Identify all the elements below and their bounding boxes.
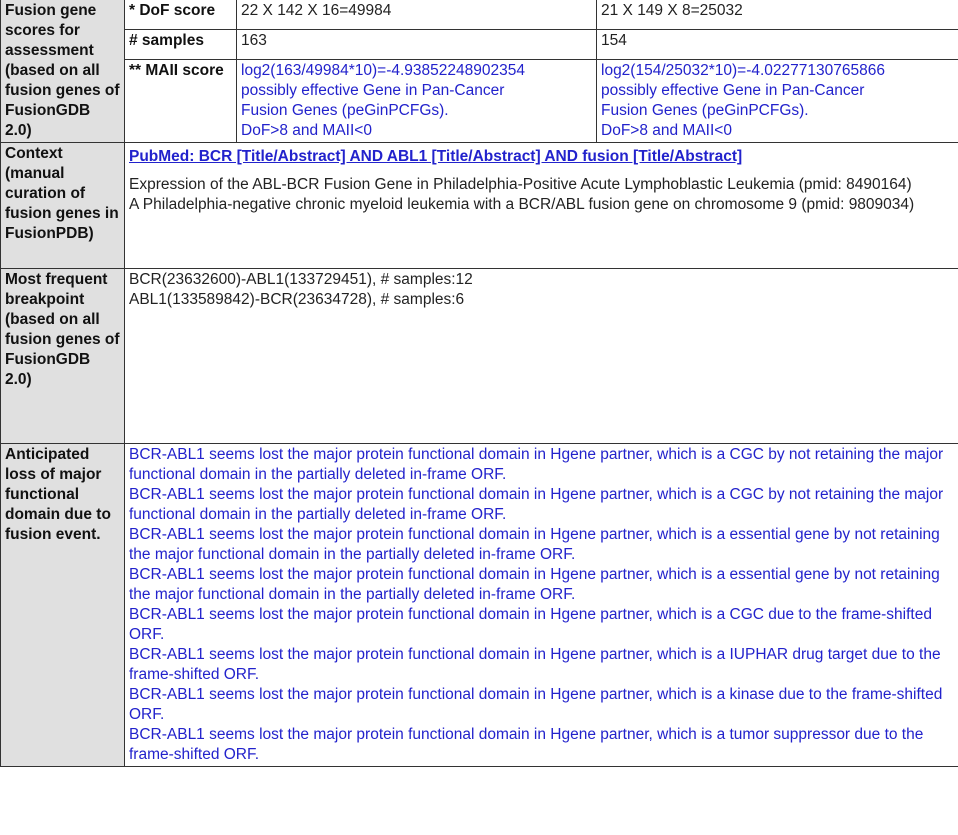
context-entry: Expression of the ABL-BCR Fusion Gene in Philadelphia-Positive Acute Lymphoblastic Leukemia (pmid: 8490164): [129, 176, 912, 193]
loss-content: [125, 444, 958, 767]
maii-row: [1, 60, 958, 143]
breakpoint-entry: BCR(23632600)-ABL1(133729451), # samples:12: [129, 271, 473, 288]
loss-entry: BCR-ABL1 seems lost the major protein functional domain in Hgene partner, which is a kinase due to the frame-shifted ORF.: [129, 686, 943, 723]
samples-label: # samples: [125, 30, 237, 60]
context-content: [125, 143, 958, 269]
breakpoint-entry: ABL1(133589842)-BCR(23634728), # samples:6: [129, 291, 465, 308]
loss-entry: BCR-ABL1 seems lost the major protein functional domain in Hgene partner, which is a CGC by not retaining the major functional domain in the partially deleted in-frame ORF.: [129, 446, 944, 483]
maii-formula-2: log2(154/25032*10)=-4.02277130765866: [601, 62, 885, 79]
maii-formula-1: log2(163/49984*10)=-4.93852248902354: [241, 62, 525, 79]
loss-entry: BCR-ABL1 seems lost the major protein functional domain in Hgene partner, which is a essential gene by not retaining the major functional domain in the partially deleted in-frame ORF.: [129, 566, 940, 603]
loss-entry: BCR-ABL1 seems lost the major protein functional domain in Hgene partner, which is a IUPHAR drug target due to the frame-shifted ORF.: [129, 646, 941, 683]
maii-desc-1b: Fusion Genes (peGinPCFGs).: [241, 102, 449, 119]
maii-criteria-2: DoF>8 and MAII<0: [601, 122, 732, 139]
loss-label: Anticipated loss of major functional domain due to fusion event.: [1, 444, 125, 767]
maii-criteria-1: DoF>8 and MAII<0: [241, 122, 372, 139]
loss-entry: BCR-ABL1 seems lost the major protein functional domain in Hgene partner, which is a CGC due to the frame-shifted ORF.: [129, 606, 932, 643]
loss-entry: BCR-ABL1 seems lost the major protein functional domain in Hgene partner, which is a essential gene by not retaining the major functional domain in the partially deleted in-frame ORF.: [129, 526, 940, 563]
maii-value-2: [597, 60, 958, 143]
pubmed-search-link[interactable]: PubMed: BCR [Title/Abstract] AND ABL1 [Title/Abstract] AND fusion [Title/Abstract]: [129, 148, 743, 165]
maii-label: ** MAII score: [125, 60, 237, 143]
breakpoint-content: [125, 269, 958, 444]
loss-entry: BCR-ABL1 seems lost the major protein functional domain in Hgene partner, which is a CGC by not retaining the major functional domain in the partially deleted in-frame ORF.: [129, 486, 944, 523]
samples-value-2: 154: [597, 30, 958, 60]
context-row: [1, 143, 958, 269]
maii-value-1: [237, 60, 597, 143]
samples-row: [1, 30, 958, 60]
maii-desc-2a: possibly effective Gene in Pan-Cancer: [601, 82, 865, 99]
scores-label: Fusion gene scores for assessment (based on all fusion genes of FusionGDB 2.0): [1, 0, 125, 143]
dof-row: [1, 0, 958, 30]
dof-label: * DoF score: [125, 0, 237, 30]
loss-entry: BCR-ABL1 seems lost the major protein functional domain in Hgene partner, which is a tumor suppressor due to the frame-shifted ORF.: [129, 726, 924, 763]
dof-value-1: 22 X 142 X 16=49984: [237, 0, 597, 30]
breakpoint-label: Most frequent breakpoint (based on all fusion genes of FusionGDB 2.0): [1, 269, 125, 444]
dof-value-2: 21 X 149 X 8=25032: [597, 0, 958, 30]
maii-desc-1a: possibly effective Gene in Pan-Cancer: [241, 82, 505, 99]
context-label: Context (manual curation of fusion genes in FusionPDB): [1, 143, 125, 269]
samples-value-1: 163: [237, 30, 597, 60]
maii-desc-2b: Fusion Genes (peGinPCFGs).: [601, 102, 809, 119]
loss-row: [1, 444, 958, 767]
breakpoint-row: [1, 269, 958, 444]
context-entry: A Philadelphia-negative chronic myeloid leukemia with a BCR/ABL fusion gene on chromosome 9 (pmid: 9809034): [129, 196, 915, 213]
